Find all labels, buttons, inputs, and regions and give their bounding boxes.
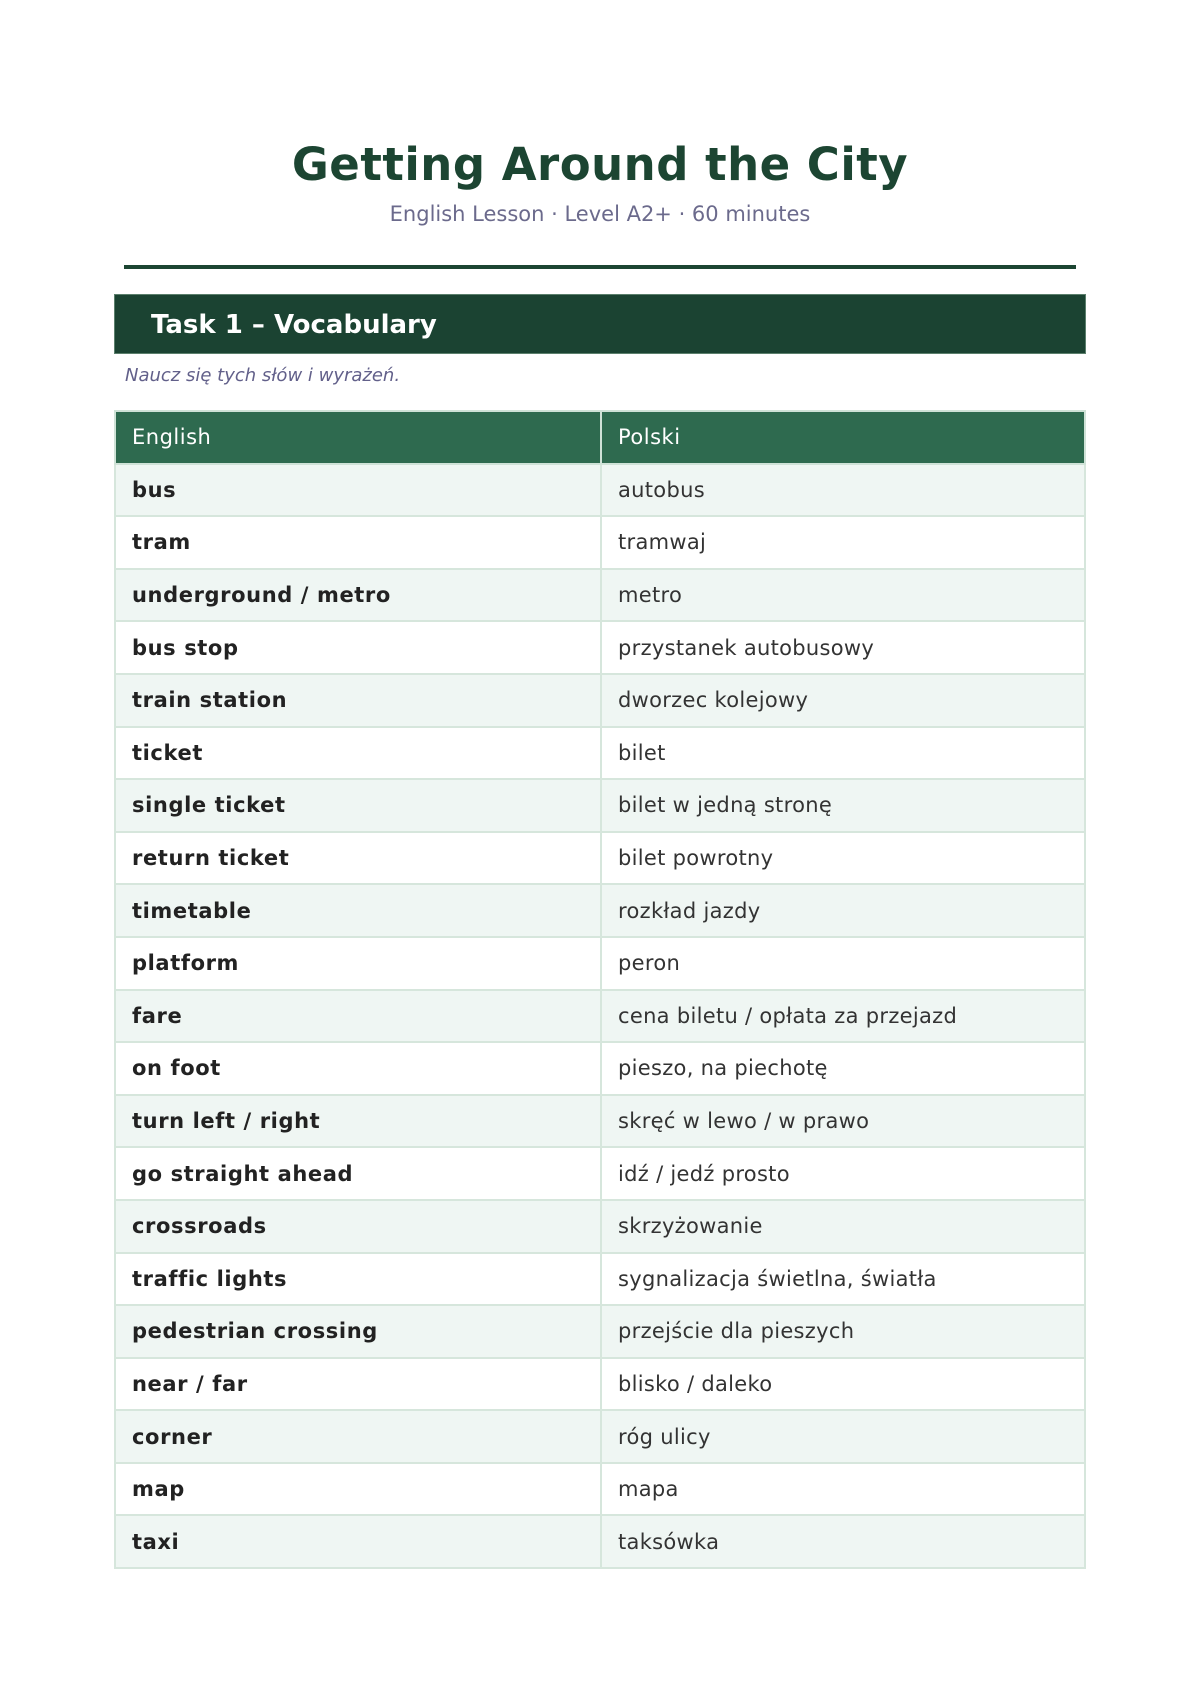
vocabulary-table <box>114 410 1086 1569</box>
polish-translation: skręć w lewo / w prawo <box>601 1095 1085 1148</box>
table-row <box>115 832 1085 885</box>
polish-translation: mapa <box>601 1463 1085 1516</box>
english-term: on foot <box>115 1042 601 1095</box>
polish-translation: bilet <box>601 727 1085 780</box>
table-row <box>115 1200 1085 1253</box>
column-header-polski: Polski <box>601 411 1085 464</box>
polish-translation: tramwaj <box>601 516 1085 569</box>
page-title: Getting Around the City <box>291 138 909 191</box>
polish-translation: idź / jedź prosto <box>601 1147 1085 1200</box>
polish-translation: peron <box>601 937 1085 990</box>
column-header-english: English <box>115 411 601 464</box>
english-term: near / far <box>115 1358 601 1411</box>
table-row <box>115 1358 1085 1411</box>
table-row <box>115 1042 1085 1095</box>
title-divider <box>124 265 1076 269</box>
table-row <box>115 1147 1085 1200</box>
table-row <box>115 1253 1085 1306</box>
table-row <box>115 884 1085 937</box>
polish-translation: blisko / daleko <box>601 1358 1085 1411</box>
english-term: timetable <box>115 884 601 937</box>
english-term: pedestrian crossing <box>115 1305 601 1358</box>
polish-translation: róg ulicy <box>601 1410 1085 1463</box>
english-term: taxi <box>115 1515 601 1568</box>
table-row <box>115 1515 1085 1568</box>
task-1-instruction: Naucz się tych słów i wyrażeń. <box>125 365 401 386</box>
polish-translation: autobus <box>601 464 1085 517</box>
polish-translation: metro <box>601 569 1085 622</box>
english-term: crossroads <box>115 1200 601 1253</box>
english-term: bus <box>115 464 601 517</box>
english-term: fare <box>115 990 601 1043</box>
task-1-header <box>114 294 1086 354</box>
table-row <box>115 569 1085 622</box>
english-term: traffic lights <box>115 1253 601 1306</box>
english-term: return ticket <box>115 832 601 885</box>
table-row <box>115 727 1085 780</box>
table-row <box>115 990 1085 1043</box>
table-row <box>115 621 1085 674</box>
polish-translation: bilet powrotny <box>601 832 1085 885</box>
english-term: tram <box>115 516 601 569</box>
english-term: bus stop <box>115 621 601 674</box>
polish-translation: taksówka <box>601 1515 1085 1568</box>
english-term: map <box>115 1463 601 1516</box>
polish-translation: przystanek autobusowy <box>601 621 1085 674</box>
english-term: go straight ahead <box>115 1147 601 1200</box>
english-term: corner <box>115 1410 601 1463</box>
task-1-title: Task 1 – Vocabulary <box>151 310 437 340</box>
page-subtitle: English Lesson · Level A2+ · 60 minutes <box>389 202 811 226</box>
table-row <box>115 1305 1085 1358</box>
table-header-row <box>115 411 1085 464</box>
polish-translation: rozkład jazdy <box>601 884 1085 937</box>
table-row <box>115 674 1085 727</box>
table-row <box>115 1410 1085 1463</box>
polish-translation: pieszo, na piechotę <box>601 1042 1085 1095</box>
table-row <box>115 779 1085 832</box>
table-row <box>115 516 1085 569</box>
table-row <box>115 464 1085 517</box>
english-term: ticket <box>115 727 601 780</box>
polish-translation: sygnalizacja świetlna, światła <box>601 1253 1085 1306</box>
english-term: train station <box>115 674 601 727</box>
table-row <box>115 1095 1085 1148</box>
english-term: platform <box>115 937 601 990</box>
polish-translation: przejście dla pieszych <box>601 1305 1085 1358</box>
polish-translation: bilet w jedną stronę <box>601 779 1085 832</box>
polish-translation: dworzec kolejowy <box>601 674 1085 727</box>
polish-translation: skrzyżowanie <box>601 1200 1085 1253</box>
table-row <box>115 1463 1085 1516</box>
polish-translation: cena biletu / opłata za przejazd <box>601 990 1085 1043</box>
english-term: single ticket <box>115 779 601 832</box>
english-term: turn left / right <box>115 1095 601 1148</box>
english-term: underground / metro <box>115 569 601 622</box>
table-row <box>115 937 1085 990</box>
